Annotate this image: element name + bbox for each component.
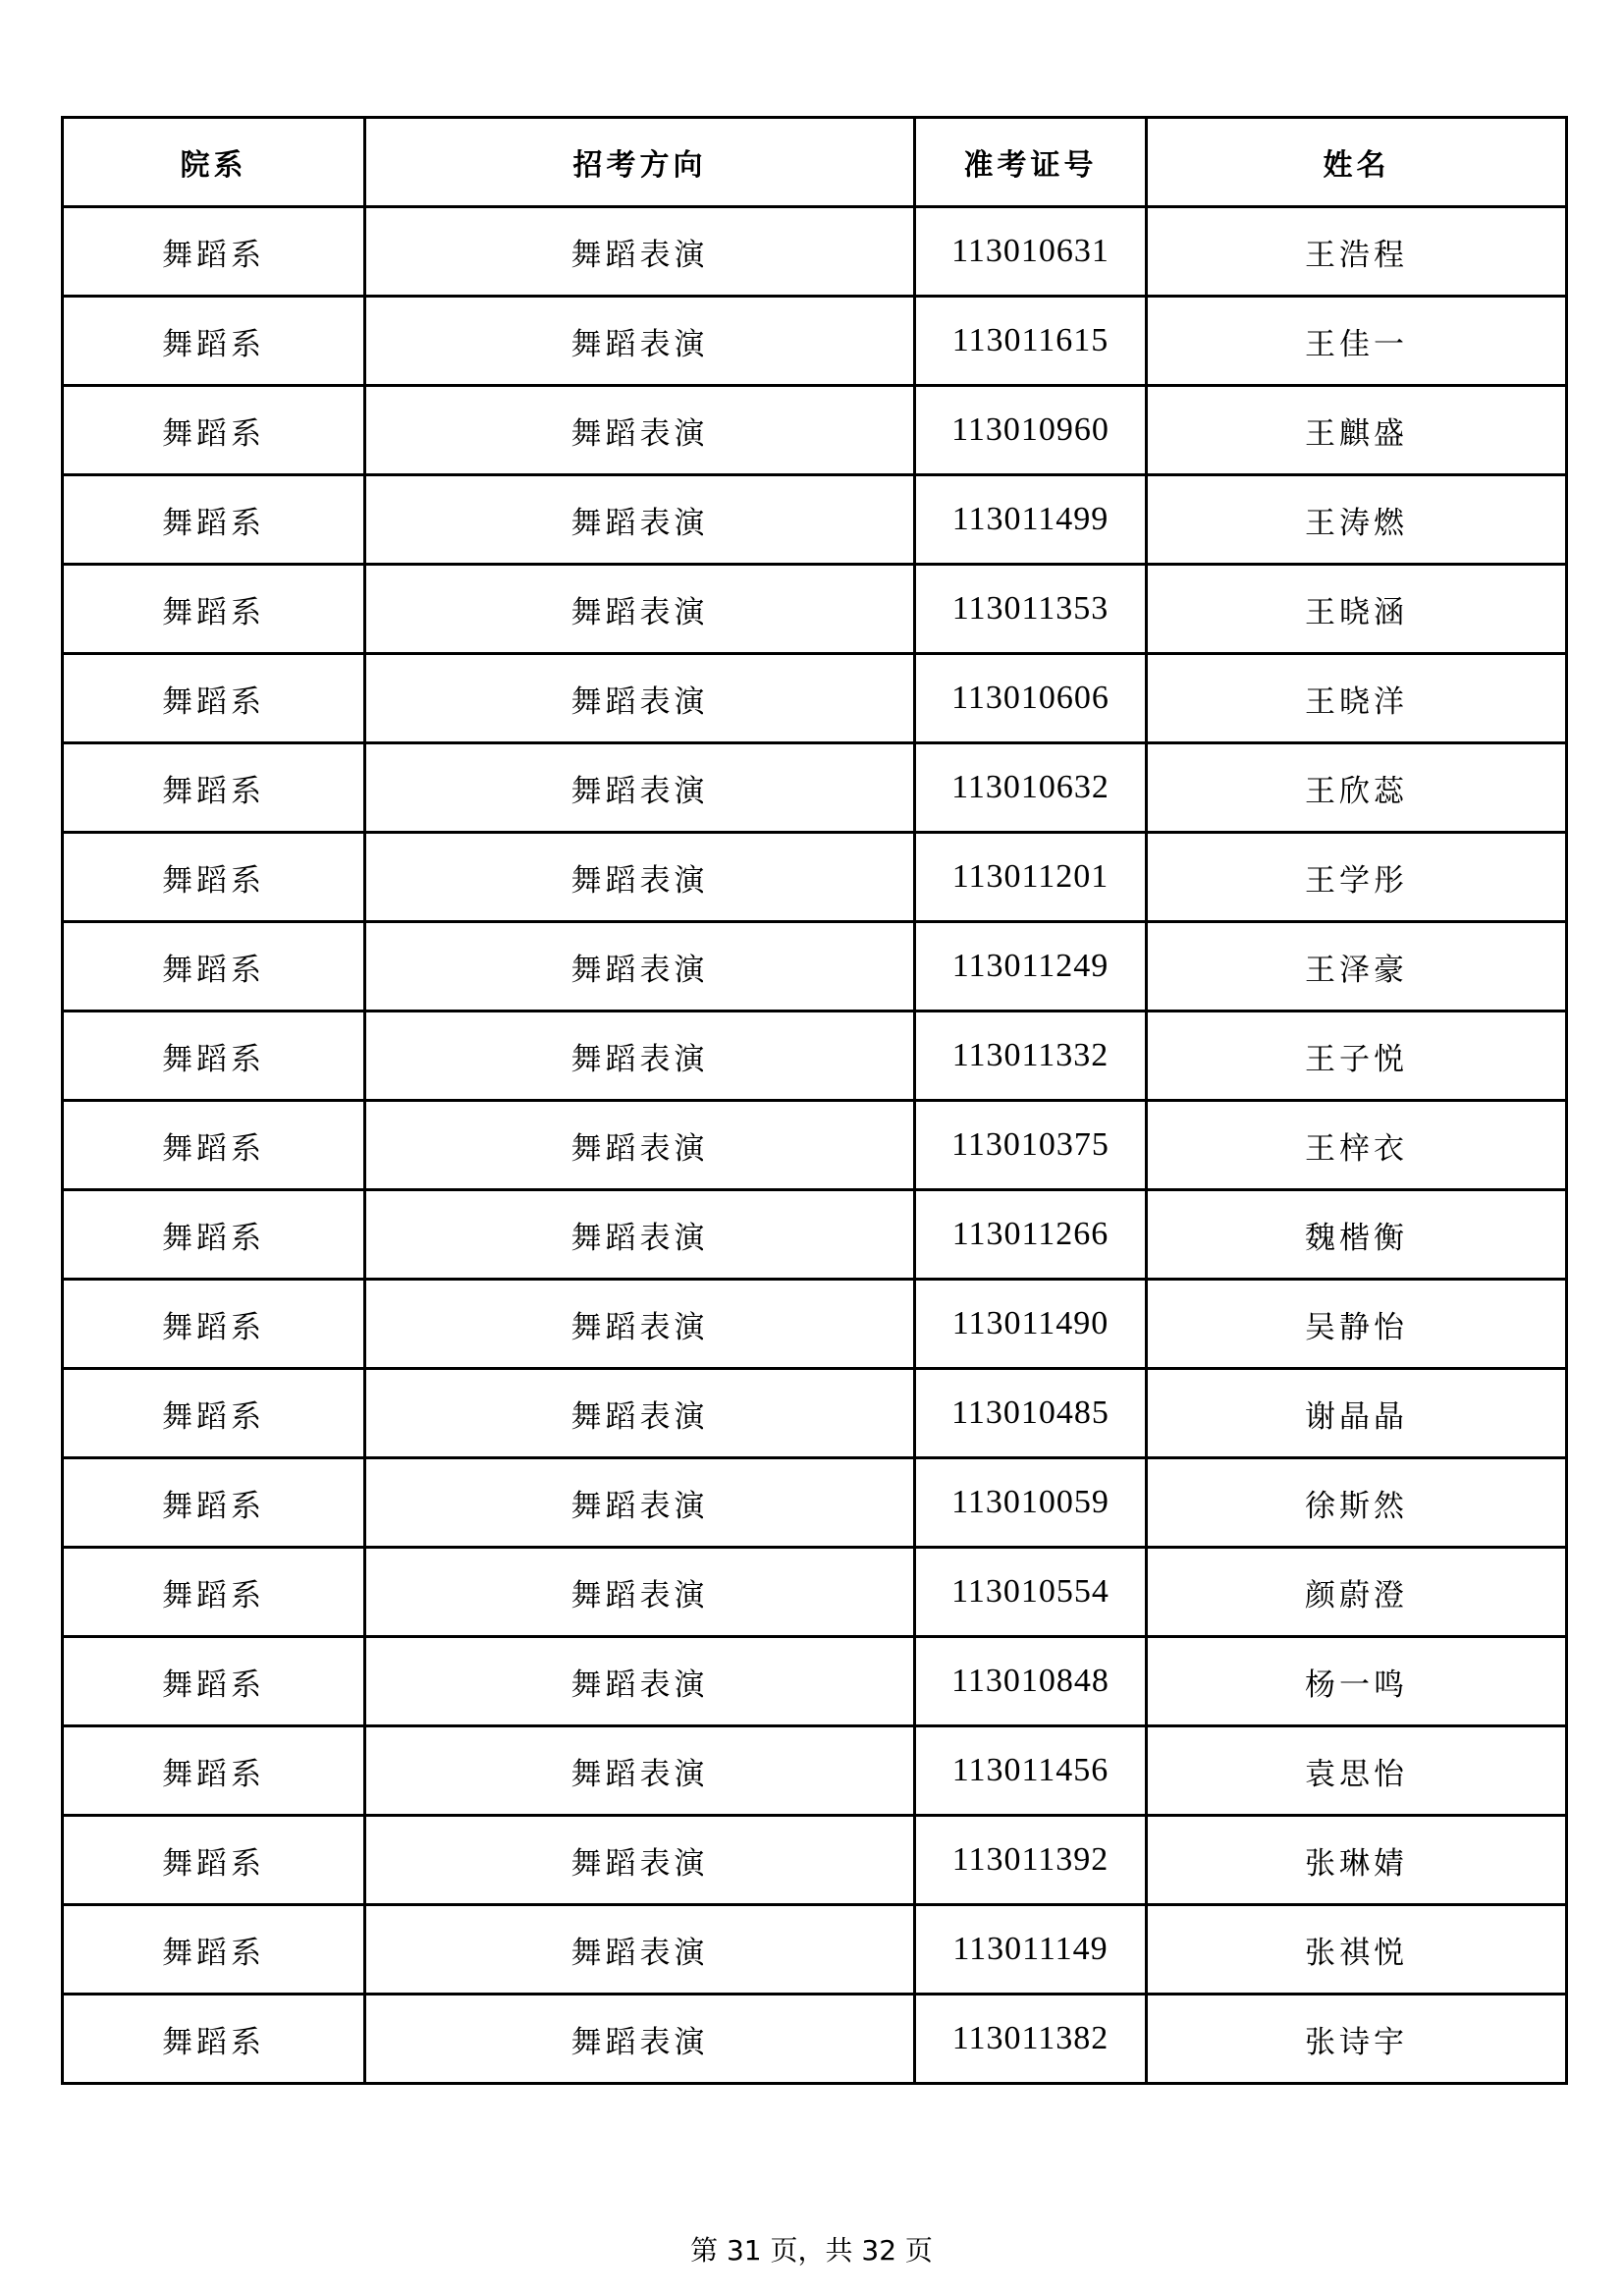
cell-name: 王学彤 bbox=[1147, 833, 1567, 922]
header-department: 院系 bbox=[63, 118, 365, 207]
cell-direction: 舞蹈表演 bbox=[365, 1458, 915, 1548]
cell-name: 王梓衣 bbox=[1147, 1101, 1567, 1190]
cell-direction: 舞蹈表演 bbox=[365, 1369, 915, 1458]
cell-department: 舞蹈系 bbox=[63, 207, 365, 297]
cell-direction: 舞蹈表演 bbox=[365, 1726, 915, 1816]
cell-exam-number: 113010960 bbox=[915, 386, 1147, 475]
cell-exam-number: 113011332 bbox=[915, 1011, 1147, 1101]
cell-exam-number: 113011615 bbox=[915, 297, 1147, 386]
cell-name: 张琳婧 bbox=[1147, 1816, 1567, 1905]
table-row bbox=[63, 1905, 1567, 1995]
cell-department: 舞蹈系 bbox=[63, 1101, 365, 1190]
cell-exam-number: 113011499 bbox=[915, 475, 1147, 565]
cell-direction: 舞蹈表演 bbox=[365, 1816, 915, 1905]
cell-name: 张诗宇 bbox=[1147, 1995, 1567, 2084]
table-row bbox=[63, 1637, 1567, 1726]
table-row bbox=[63, 833, 1567, 922]
header-exam-number: 准考证号 bbox=[915, 118, 1147, 207]
cell-exam-number: 113011201 bbox=[915, 833, 1147, 922]
table-row bbox=[63, 475, 1567, 565]
cell-name: 魏楷衡 bbox=[1147, 1190, 1567, 1280]
table-row bbox=[63, 1458, 1567, 1548]
cell-name: 颜蔚澄 bbox=[1147, 1548, 1567, 1637]
cell-department: 舞蹈系 bbox=[63, 743, 365, 833]
cell-exam-number: 113011149 bbox=[915, 1905, 1147, 1995]
cell-department: 舞蹈系 bbox=[63, 1369, 365, 1458]
cell-exam-number: 113011266 bbox=[915, 1190, 1147, 1280]
cell-direction: 舞蹈表演 bbox=[365, 475, 915, 565]
cell-direction: 舞蹈表演 bbox=[365, 1280, 915, 1369]
cell-department: 舞蹈系 bbox=[63, 1726, 365, 1816]
cell-department: 舞蹈系 bbox=[63, 1548, 365, 1637]
cell-name: 袁思怡 bbox=[1147, 1726, 1567, 1816]
cell-direction: 舞蹈表演 bbox=[365, 207, 915, 297]
cell-exam-number: 113010848 bbox=[915, 1637, 1147, 1726]
cell-direction: 舞蹈表演 bbox=[365, 1637, 915, 1726]
cell-department: 舞蹈系 bbox=[63, 565, 365, 654]
cell-exam-number: 113011392 bbox=[915, 1816, 1147, 1905]
cell-name: 王涛燃 bbox=[1147, 475, 1567, 565]
cell-exam-number: 113010059 bbox=[915, 1458, 1147, 1548]
table-row bbox=[63, 297, 1567, 386]
cell-department: 舞蹈系 bbox=[63, 654, 365, 743]
table-row bbox=[63, 207, 1567, 297]
cell-direction: 舞蹈表演 bbox=[365, 922, 915, 1011]
cell-name: 王欣蕊 bbox=[1147, 743, 1567, 833]
table-row bbox=[63, 1101, 1567, 1190]
cell-direction: 舞蹈表演 bbox=[365, 297, 915, 386]
cell-department: 舞蹈系 bbox=[63, 475, 365, 565]
table-row bbox=[63, 1280, 1567, 1369]
cell-exam-number: 113010375 bbox=[915, 1101, 1147, 1190]
table-row bbox=[63, 565, 1567, 654]
cell-direction: 舞蹈表演 bbox=[365, 386, 915, 475]
table-row bbox=[63, 1011, 1567, 1101]
cell-department: 舞蹈系 bbox=[63, 1190, 365, 1280]
cell-exam-number: 113010606 bbox=[915, 654, 1147, 743]
cell-name: 吴静怡 bbox=[1147, 1280, 1567, 1369]
cell-name: 王佳一 bbox=[1147, 297, 1567, 386]
cell-direction: 舞蹈表演 bbox=[365, 743, 915, 833]
cell-exam-number: 113010631 bbox=[915, 207, 1147, 297]
cell-exam-number: 113010554 bbox=[915, 1548, 1147, 1637]
cell-exam-number: 113010632 bbox=[915, 743, 1147, 833]
cell-name: 徐斯然 bbox=[1147, 1458, 1567, 1548]
cell-department: 舞蹈系 bbox=[63, 1816, 365, 1905]
table-row bbox=[63, 1816, 1567, 1905]
cell-direction: 舞蹈表演 bbox=[365, 1190, 915, 1280]
table-row bbox=[63, 386, 1567, 475]
header-name: 姓名 bbox=[1147, 118, 1567, 207]
cell-exam-number: 113011382 bbox=[915, 1995, 1147, 2084]
cell-exam-number: 113011490 bbox=[915, 1280, 1147, 1369]
cell-exam-number: 113011456 bbox=[915, 1726, 1147, 1816]
cell-exam-number: 113011249 bbox=[915, 922, 1147, 1011]
table-row bbox=[63, 1995, 1567, 2084]
cell-exam-number: 113010485 bbox=[915, 1369, 1147, 1458]
cell-department: 舞蹈系 bbox=[63, 833, 365, 922]
cell-department: 舞蹈系 bbox=[63, 922, 365, 1011]
cell-department: 舞蹈系 bbox=[63, 297, 365, 386]
cell-name: 王浩程 bbox=[1147, 207, 1567, 297]
cell-direction: 舞蹈表演 bbox=[365, 1905, 915, 1995]
table-header-row bbox=[63, 118, 1567, 207]
cell-direction: 舞蹈表演 bbox=[365, 565, 915, 654]
cell-department: 舞蹈系 bbox=[63, 1995, 365, 2084]
cell-name: 王麒盛 bbox=[1147, 386, 1567, 475]
table-row bbox=[63, 1548, 1567, 1637]
cell-direction: 舞蹈表演 bbox=[365, 1995, 915, 2084]
cell-name: 张祺悦 bbox=[1147, 1905, 1567, 1995]
cell-name: 谢晶晶 bbox=[1147, 1369, 1567, 1458]
cell-department: 舞蹈系 bbox=[63, 1011, 365, 1101]
admission-list-table bbox=[61, 116, 1568, 2085]
cell-department: 舞蹈系 bbox=[63, 386, 365, 475]
table-row bbox=[63, 743, 1567, 833]
cell-name: 王泽豪 bbox=[1147, 922, 1567, 1011]
table-row bbox=[63, 1726, 1567, 1816]
cell-name: 王晓涵 bbox=[1147, 565, 1567, 654]
cell-department: 舞蹈系 bbox=[63, 1905, 365, 1995]
cell-department: 舞蹈系 bbox=[63, 1458, 365, 1548]
table-row bbox=[63, 1369, 1567, 1458]
header-direction: 招考方向 bbox=[365, 118, 915, 207]
cell-name: 杨一鸣 bbox=[1147, 1637, 1567, 1726]
cell-department: 舞蹈系 bbox=[63, 1280, 365, 1369]
cell-direction: 舞蹈表演 bbox=[365, 833, 915, 922]
cell-direction: 舞蹈表演 bbox=[365, 654, 915, 743]
cell-name: 王晓洋 bbox=[1147, 654, 1567, 743]
cell-name: 王子悦 bbox=[1147, 1011, 1567, 1101]
table-row bbox=[63, 1190, 1567, 1280]
cell-direction: 舞蹈表演 bbox=[365, 1548, 915, 1637]
cell-exam-number: 113011353 bbox=[915, 565, 1147, 654]
cell-direction: 舞蹈表演 bbox=[365, 1011, 915, 1101]
table-row bbox=[63, 922, 1567, 1011]
cell-direction: 舞蹈表演 bbox=[365, 1101, 915, 1190]
page-number: 第 31 页，共 32 页 bbox=[690, 2234, 933, 2267]
table-row bbox=[63, 654, 1567, 743]
cell-department: 舞蹈系 bbox=[63, 1637, 365, 1726]
